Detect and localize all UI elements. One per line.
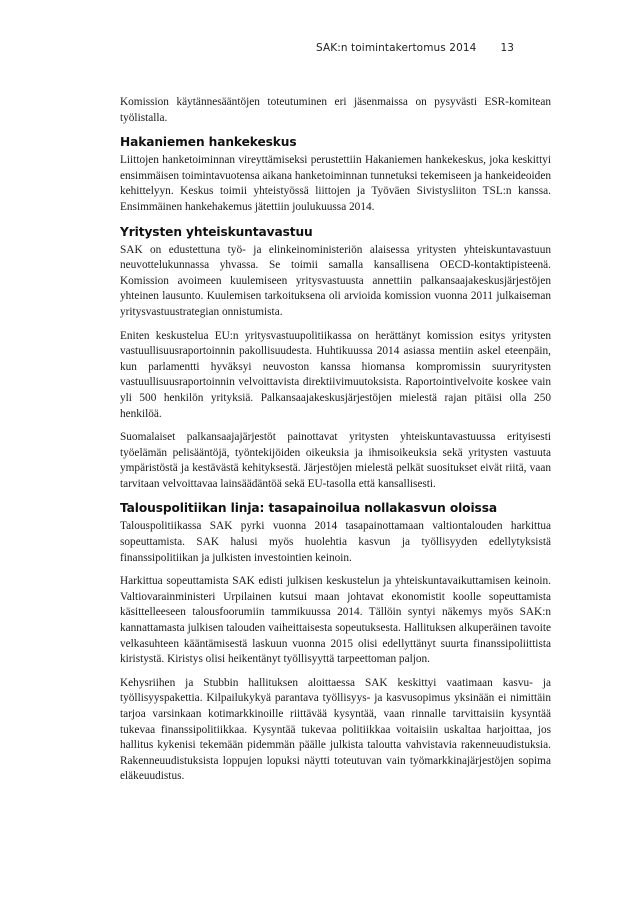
section-heading-hankekeskus: Hakaniemen hankekeskus [120, 135, 297, 150]
page-number: 13 [500, 42, 514, 54]
section-heading-talouspolitiikka: Talouspolitiikan linja: tasapainoilua nollakasvun oloissa [120, 501, 497, 516]
paragraph: Talouspolitiikassa SAK pyrki vuonna 2014 tasapainottamaan valtiontalouden harkittua sopeuttamista. SAK halusi myös huolehtia kasvun ja työllisyyden edellytyksistä finanssipolitiikan ja julkisten investointien keinoin. [120, 520, 551, 564]
body-text [120, 95, 551, 793]
paragraph: Liittojen hanketoiminnan vireyttämiseksi perustettiin Hakaniemen hankekeskus, joka keskittyi ensimmäisen toimintavuotensa aikana hanketoiminnan tunnetuksi tekemiseen ja hankeideoiden kehittelyyn. Keskus toimii yhteistyössä liittojen ja Työväen Sivistysliiton TSL:n kanssa. Ensimmäinen hankehakemus jätettiin joulukuussa 2014. [120, 154, 551, 213]
paragraph: Suomalaiset palkansaajajärjestöt painottavat yritysten yhteiskuntavastuussa erityisesti työelämän pelisääntöjä, työntekijöiden oikeuksia ja ihmisoikeuksia sekä yritysten vastuuta ympäristöstä ja kestävästä kehityksestä. Järjestöjen mielestä pelkät suositukset eivät riitä, vaan tarvitaan velvoittavaa lainsäädäntöä sekä EU-tasolla että kansallisesti. [120, 431, 551, 490]
paragraph: Eniten keskustelua EU:n yritysvastuupolitiikassa on herättänyt komission esitys yritysten vastuullisuusraportoinnin pakollisuudesta. Huhtikuussa 2014 asiassa mentiin askel eteenpäin, kun parlamentti hyväksyi neuvoston kanssa hiomansa kompromissin suuryritysten vastuullisuusraportoinnin velvoittavista direktiivimuutoksista. Raportointivelvoite koskee vain yli 500 henkilön yrityksiä. Palkansaajakeskusjärjestöjen mielestä rajan pitäisi olla 250 henkilöä. [120, 329, 551, 420]
paragraph: Kehysriihen ja Stubbin hallituksen aloittaessa SAK keskittyi vaatimaan kasvu- ja työllisyyspakettia. Kilpailukykyä parantava työllisyys- ja kasvusopimus yksinään ei nimittäin tarjoa varsinkaan kotimarkkinoille riittävää kysyntää, vaan rinnalle tarvittaisiin kysyntää tukevaa finanssipolitiikkaa. Kysyntää tukevaa politiikkaa voitaisiin uskaltaa harjoittaa, jos hallitus kykenisi tekemään pidemmän päälle julkista taloutta vahvistavia rakenneuudistuksia. Rakenneuudistuksista loppujen lopuksi näytti toteutuvan vain työmarkkinajärjestöjen sopima eläkeuudistus. [120, 676, 551, 783]
running-title: SAK:n toimintakertomus 2014 [316, 42, 477, 54]
paragraph: SAK on edustettuna työ- ja elinkeinoministeriön alaisessa yritysten yhteiskuntavastuun neuvottelukunnassa yhvassa. Se toimii samalla kansallisena OECD-kontaktipisteenä. Komission avoimeen kuulemiseen yritysvastuusta annettiin palkansaajakeskusjärjestöjen yhteinen lausunto. Kuulemisen tarkoituksena oli arvioida komission vuonna 2011 julkaiseman yritysvastuustrategian onnistumista. [120, 243, 551, 318]
intro-paragraph: Komission käytännesääntöjen toteutuminen eri jäsenmaissa on pysyvästi ESR-komitean työlistalla. [120, 96, 551, 124]
page-header [316, 42, 550, 58]
paragraph: Harkittua sopeuttamista SAK edisti julkisen keskustelun ja yhteiskuntavaikuttamisen keinoin. Valtiovarainministeri Urpilainen kutsui maan johtavat ekonomistit koolle sopeuttamista käsittelleeseen talousfoorumiin tammikuussa 2014. Tällöin syntyi näkemys myös SAK:n kannattamasta julkisen talouden vaiheittaisesta sopeutuksesta. Hallituksen alkuperäinen tavoite velkasuhteen kääntämisestä laskuun vuonna 2015 olisi edellyttänyt suurta finanssipoliittista kiristystä. Kiristys olisi heikentänyt työllisyyttä tarpeettoman paljon. [120, 575, 551, 666]
section-heading-yhteiskuntavastuu: Yritysten yhteiskuntavastuu [120, 224, 313, 239]
